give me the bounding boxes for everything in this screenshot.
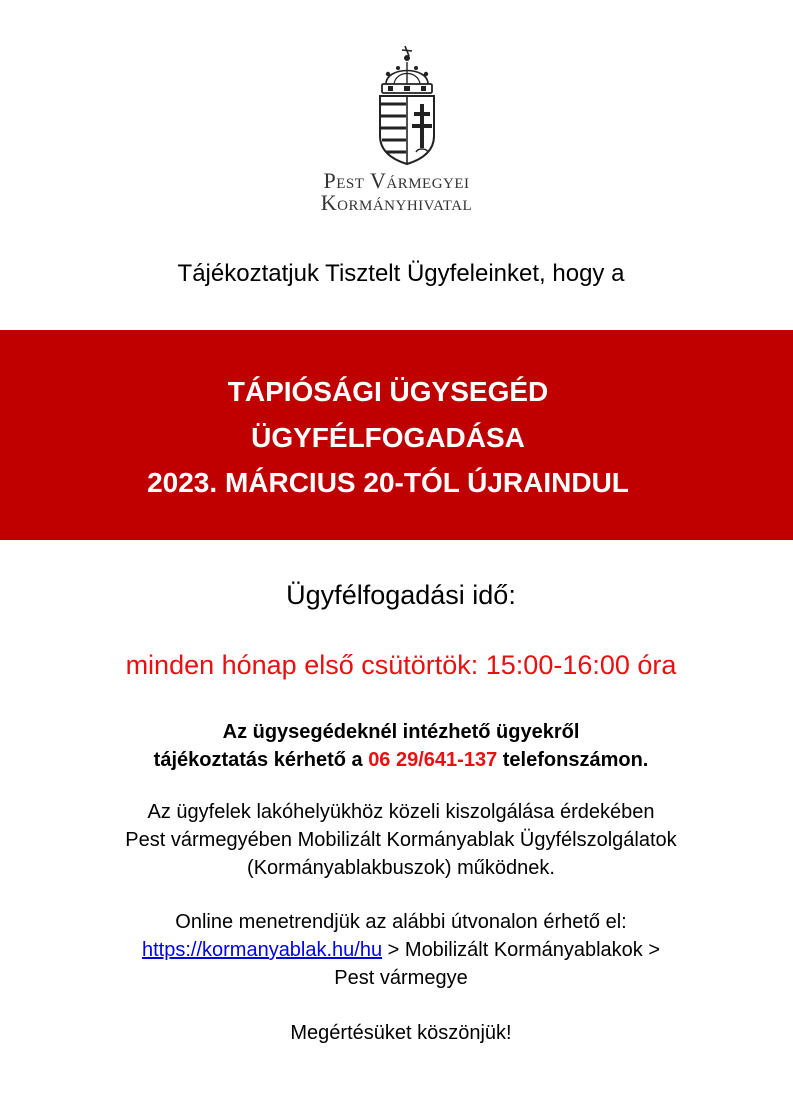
banner-line-1: TÁPIÓSÁGI ÜGYSEGÉD [227, 376, 549, 407]
schedule-line-1: Online menetrendjük az alábbi útvonalon érhető el: [175, 911, 627, 933]
intro-text: Tájékoztatjuk Tisztelt Ügyfeleinket, hogy a [177, 260, 625, 287]
contact-info [0, 718, 793, 774]
schedule-line-3: Pest vármegye [334, 967, 468, 989]
banner-line-3: 2023. MÁRCIUS 20-TÓL ÚJRAINDUL [147, 467, 629, 498]
contact-line-2-after: telefonszámon. [497, 749, 649, 771]
org-name-line1: Pest Vármegyei [323, 168, 470, 193]
coat-of-arms-icon [374, 44, 440, 166]
phone-number: 06 29/641-137 [368, 749, 498, 771]
kormanyablak-link[interactable]: https://kormanyablak.hu/hu [141, 939, 383, 961]
hours-title: Ügyfélfogadási idő: [286, 580, 516, 610]
schedule-path: > Mobilizált Kormányablakok > [382, 939, 661, 961]
mobile-line-2: Pest vármegyében Mobilizált Kormányablak Ügyfélszolgálatok [125, 829, 677, 851]
closing-text: Megértésüket köszönjük! [290, 1022, 512, 1044]
contact-line-2-before: tájékoztatás kérhető a [153, 749, 369, 771]
mobile-service-paragraph [0, 798, 793, 882]
banner-line-2: ÜGYFÉLFOGADÁSA [251, 422, 525, 453]
mobile-line-3: (Kormányablakbuszok) működnek. [247, 857, 555, 879]
org-name-line2: Kormányhivatal [320, 190, 473, 215]
mobile-line-1: Az ügyfelek lakóhelyükhöz közeli kiszolgálása érdekében [147, 801, 655, 823]
schedule-line-2 [0, 936, 793, 964]
contact-line-1: Az ügysegédeknél intézhető ügyekről [222, 721, 580, 743]
contact-line-2 [0, 746, 793, 774]
announcement-banner [0, 330, 793, 540]
hours-value: minden hónap első csütörtök: 15:00-16:00 óra [125, 650, 677, 680]
schedule-paragraph [0, 908, 793, 992]
